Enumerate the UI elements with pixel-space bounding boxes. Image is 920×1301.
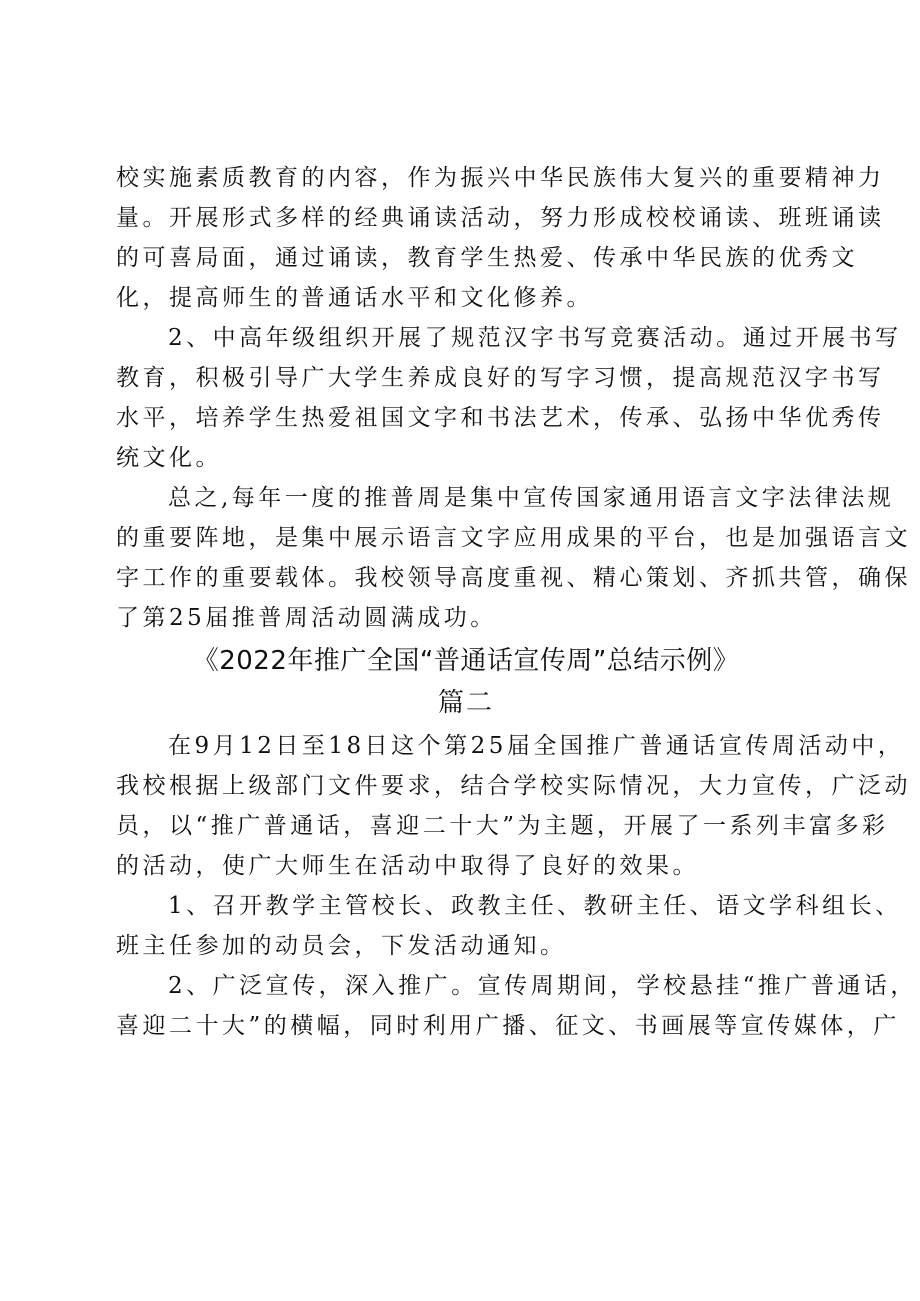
text-line: 1、召开教学主管校长、政教主任、教研主任、语文学科组长、 bbox=[168, 893, 902, 919]
text-line: 的可喜局面，通过诵读，教育学生热爱、传承中华民族的优秀文 bbox=[116, 245, 858, 271]
text-line: 化，提高师生的普通话水平和文化修养。 bbox=[116, 285, 593, 311]
section-subtitle: 篇二 bbox=[437, 688, 494, 718]
text-line: 班主任参加的动员会，下发活动通知。 bbox=[116, 933, 567, 959]
text-line: 员，以“推广普通话，喜迎二十大”为主题，开展了一系列丰富多彩 bbox=[116, 813, 889, 839]
paragraph-calligraphy-contest bbox=[116, 318, 902, 478]
paragraph-intro bbox=[116, 726, 911, 886]
section-title: 《2022年推广全国“普通话宣传周”总结示例》 bbox=[192, 646, 740, 676]
text-line: 水平，培养学生热爱祖国文字和书法艺术，传承、弘扬中华优秀传 bbox=[116, 405, 885, 431]
text-line: 统文化。 bbox=[116, 445, 222, 471]
document-body bbox=[116, 158, 917, 1046]
text-line: 教育，积极引导广大学生养成良好的写字习惯，提高规范汉字书写 bbox=[116, 365, 885, 391]
text-line: 字工作的重要载体。我校领导高度重视、精心策划、齐抓共管，确保 bbox=[116, 565, 911, 591]
paragraph-summary bbox=[116, 478, 911, 638]
text-line: 2、中高年级组织开展了规范汉字书写竞赛活动。通过开展书写 bbox=[168, 325, 902, 351]
text-line: 总之,每年一度的推普周是集中宣传国家通用语言文字法律法规 bbox=[168, 485, 895, 511]
text-line: 的重要阵地，是集中展示语言文字应用成果的平台，也是加强语言文 bbox=[116, 525, 911, 551]
text-line: 的活动，使广大师生在活动中取得了良好的效果。 bbox=[116, 853, 699, 879]
text-line: 2、广泛宣传，深入推广。宣传周期间，学校悬挂“推广普通话， bbox=[168, 973, 917, 999]
text-line: 我校根据上级部门文件要求，结合学校实际情况，大力宣传，广泛动 bbox=[116, 773, 911, 799]
text-line: 校实施素质教育的内容，作为振兴中华民族伟大复兴的重要精神力 bbox=[116, 165, 885, 191]
text-line: 了第25届推普周活动圆满成功。 bbox=[116, 605, 497, 631]
text-line: 喜迎二十大”的横幅，同时利用广播、征文、书画展等宣传媒体，广 bbox=[116, 1013, 900, 1039]
paragraph-publicity bbox=[116, 966, 917, 1046]
text-line: 在9月12日至18日这个第25届全国推广普通话宣传周活动中， bbox=[168, 733, 905, 759]
paragraph-classics-reading bbox=[116, 158, 885, 318]
text-line: 量。开展形式多样的经典诵读活动，努力形成校校诵读、班班诵读 bbox=[116, 205, 885, 231]
paragraph-mobilization-meeting bbox=[116, 886, 902, 966]
